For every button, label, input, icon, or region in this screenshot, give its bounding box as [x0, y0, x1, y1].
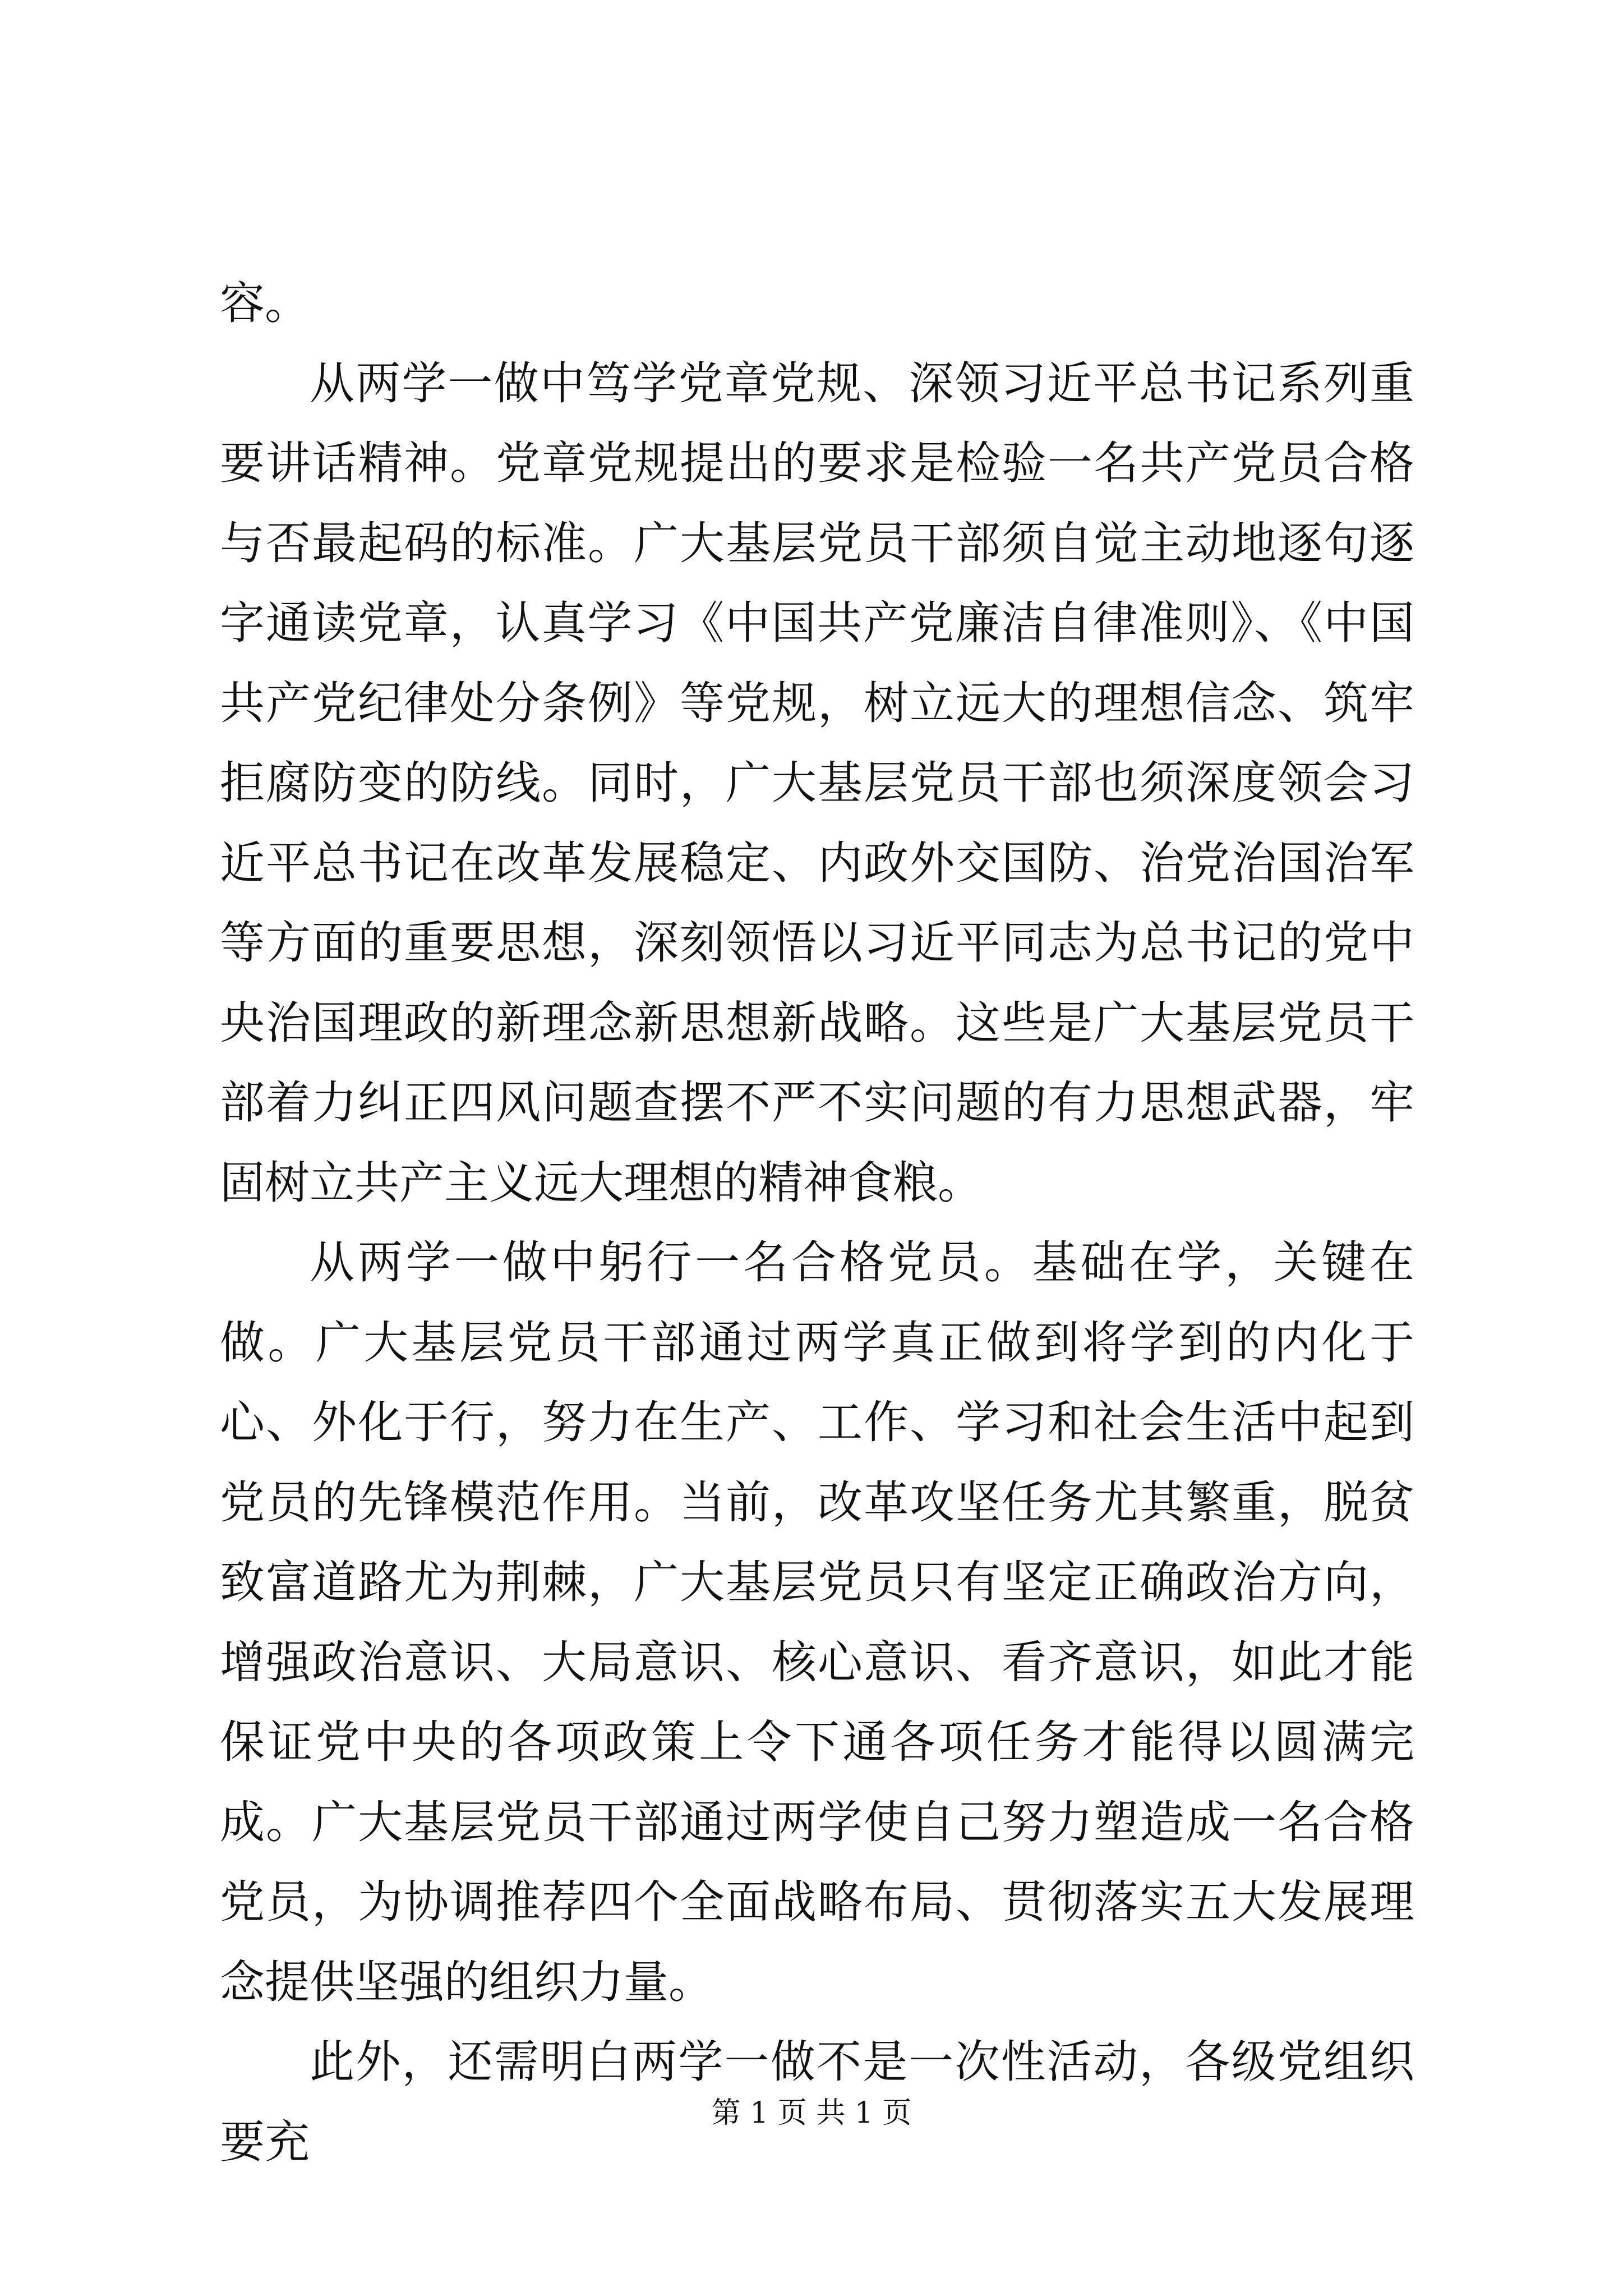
document-body: [220, 264, 1414, 2182]
paragraph-not-one-time: 此外，还需明白两学一做不是一次性活动，各级党组织要充: [220, 2036, 1414, 2168]
paragraph-study-party-rules: 从两学一做中笃学党章党规、深领习近平总书记系列重要讲话精神。党章党规提出的要求是检验一名共产党员合格与否最起码的标准。广大基层党员干部须自觉主动地逐句逐字通读党章，认真学习《中国共产党廉洁自律准则》、《中国共产党纪律处分条例》等党规，树立远大的理想信念、筑牢拒腐防变的防线。同时，广大基层党员干部也须深度领会习近平总书记在改革发展稳定、内政外交国防、治党治国治军等方面的重要思想，深刻领悟以习近平同志为总书记的党中央治国理政的新理念新思想新战略。这些是广大基层党员干部着力纠正四风问题查摆不严不实问题的有力思想武器，牢固树立共产主义远大理想的精神食粮。: [220, 357, 1414, 1209]
page-footer: 第 1 页 共 1 页: [711, 2096, 912, 2130]
paragraph-continuation: 容。: [220, 277, 310, 329]
paragraph-qualified-member: 从两学一做中躬行一名合格党员。基础在学，关键在做。广大基层党员干部通过两学真正做到将学到的内化于心、外化于行，努力在生产、工作、学习和社会生活中起到党员的先锋模范作用。当前，改革攻坚任务尤其繁重，脱贫致富道路尤为荆棘，广大基层党员只有坚定正确政治方向，增强政治意识、大局意识、核心意识、看齐意识，如此才能保证党中央的各项政策上令下通各项任务才能得以圆满完成。广大基层党员干部通过两学使自己努力塑造成一名合格党员，为协调推荐四个全面战略布局、贯彻落实五大发展理念提供坚强的组织力量。: [220, 1236, 1414, 2008]
